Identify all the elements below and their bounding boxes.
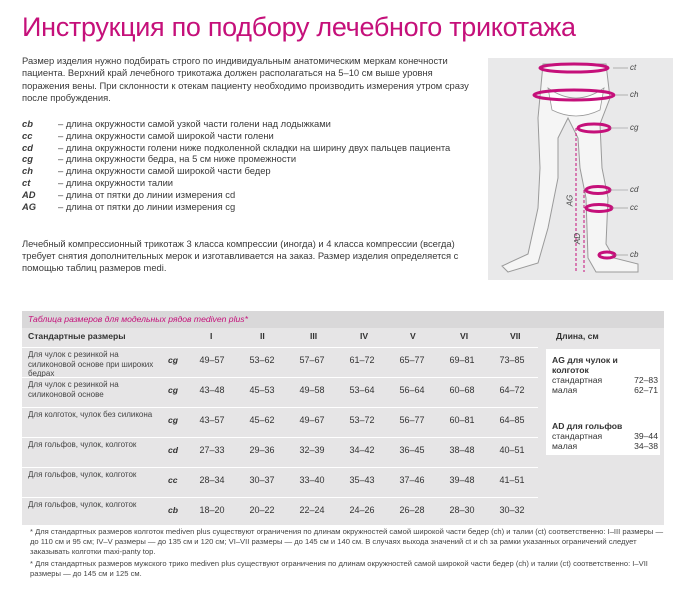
definition-code: AD — [22, 188, 36, 200]
table-row — [22, 437, 538, 463]
length-header: Длина, см — [556, 331, 599, 341]
definition-text: – длина от пятки до линии измерения cd — [58, 188, 236, 200]
label-cc: cc — [630, 203, 638, 212]
definition-item — [22, 142, 472, 154]
table-cell: 53–72 — [349, 415, 375, 425]
table-cell: 41–51 — [499, 475, 525, 485]
table-cell: 34–42 — [349, 445, 375, 455]
table-cell: 24–26 — [349, 505, 375, 515]
footnote: * Для стандартных размеров колготок mediven plus существуют ограничения по длинам окружностей самой широкой части бедер (ch) и талии (ct) соответственно: I–III размеры — до 110 см и 95 см; IV–V размеры — до 135 см и 120 см; VI–VII размеры — до 145 см и 140 см. В случаях выхода значений ct и ch за рамки указанных ограничений следует заказывать колготки maxi-panty top. — [30, 527, 664, 556]
row-label: Для гольфов, чулок, колготок — [28, 500, 137, 509]
length-name: стандартная — [552, 431, 603, 441]
length-name: малая — [552, 385, 578, 395]
table-row — [22, 497, 538, 523]
definition-text: – длина окружности талии — [58, 176, 174, 188]
table-cell: 30–32 — [499, 505, 525, 515]
label-ct: ct — [630, 63, 637, 72]
row-code: cc — [168, 475, 178, 485]
length-value: 62–71 — [634, 385, 658, 395]
leg-measurement-figure — [488, 58, 673, 280]
table-cell: 26–28 — [399, 505, 425, 515]
table-row — [22, 377, 538, 403]
definition-code: ct — [22, 176, 31, 188]
table-cell: 73–85 — [499, 355, 525, 365]
definition-item — [22, 165, 472, 177]
page-title: Инструкция по подбору лечебного трикотажа — [22, 12, 576, 42]
row-code: cg — [168, 415, 179, 425]
table-cell: 28–30 — [449, 505, 475, 515]
definition-code: cd — [22, 141, 33, 153]
label-cb: cb — [630, 250, 639, 259]
table-cell: 27–33 — [199, 445, 225, 455]
table-cell: 49–57 — [199, 355, 225, 365]
footnote: * Для стандартных размеров мужского трико mediven plus существуют ограничения по длинам окружностей самой широкой части бедер (ch) и талии (ct) соответственно: I–VII размеры — до 145 см и 125 см. — [30, 559, 648, 578]
table-cell: 69–81 — [449, 355, 475, 365]
size-header: VI — [460, 331, 469, 341]
row-label: Для колготок, чулок без силикона — [28, 410, 153, 419]
label-ag: AG — [565, 194, 575, 207]
table-cell: 60–81 — [449, 415, 475, 425]
length-heading: AG для чулок и колготок — [552, 355, 618, 375]
table-cell: 32–39 — [299, 445, 325, 455]
length-value: 34–38 — [634, 441, 658, 451]
label-cg: cg — [630, 123, 639, 132]
table-cell: 49–67 — [299, 415, 325, 425]
label-cd: cd — [630, 185, 639, 194]
table-cell: 53–62 — [249, 355, 275, 365]
definition-code: cc — [22, 129, 33, 141]
definition-text: – длина от пятки до линии измерения cg — [58, 200, 236, 212]
row-code: cd — [168, 445, 179, 455]
outro-paragraph: Лечебный компрессионный трикотаж 3 класса компрессии (иногда) и 4 класса компрессии (всегда) требует снятия дополнительных мерок и изготавливается на заказ. Размер изделия определяется с помощью таблиц размеров medi. — [22, 238, 459, 274]
definition-text: – длина окружности бедра, на 5 см ниже промежности — [58, 153, 297, 165]
table-cell: 45–62 — [249, 415, 275, 425]
definition-item — [22, 153, 472, 165]
std-sizes-header: Стандартные размеры — [28, 331, 126, 341]
definition-item — [22, 201, 472, 213]
definitions-list — [22, 118, 472, 212]
table-cell: 36–45 — [399, 445, 425, 455]
table-cell: 29–36 — [249, 445, 275, 455]
length-block-ag — [552, 355, 658, 395]
table-cell: 30–37 — [249, 475, 275, 485]
definition-code: cb — [22, 118, 33, 129]
definition-item — [22, 118, 472, 130]
table-cell: 43–57 — [199, 415, 225, 425]
definition-item — [22, 130, 472, 142]
table-row — [22, 467, 538, 493]
size-header: II — [260, 331, 265, 341]
leg-illustration — [488, 58, 673, 280]
size-header: V — [410, 331, 416, 341]
intro-paragraph: Размер изделия нужно подбирать строго по индивидуальным анатомическим меркам конечности пациента. Верхний край лечебного трикотажа должен располагаться на 5–10 см выше уровня поражения вены. При склонности к отекам пациенту необходимо производить измерения утром сразу после пробуждения. — [22, 55, 469, 103]
label-ch: ch — [630, 90, 639, 99]
definition-item — [22, 189, 472, 201]
size-header: IV — [360, 331, 369, 341]
table-cell: 65–77 — [399, 355, 425, 365]
length-heading: AD для гольфов — [552, 421, 623, 431]
row-code: cg — [168, 385, 179, 395]
table-cell: 53–64 — [349, 385, 375, 395]
table-cell: 57–67 — [299, 355, 325, 365]
definition-code: ch — [22, 165, 33, 177]
definition-text: – длина окружности самой узкой части голени над лодыжками — [58, 118, 331, 129]
table-row — [22, 407, 538, 433]
row-code: cb — [168, 505, 179, 515]
row-code: cg — [168, 355, 179, 365]
table-cell: 45–53 — [249, 385, 275, 395]
size-table — [22, 311, 664, 525]
table-caption: Таблица размеров для модельных рядов mediven plus* — [22, 311, 664, 328]
definition-code: AG — [22, 200, 37, 212]
definition-text: – длина окружности самой широкой части бедер — [58, 165, 271, 177]
table-cell: 22–24 — [299, 505, 325, 515]
table-cell: 64–72 — [499, 385, 525, 395]
table-cell: 37–46 — [399, 475, 425, 485]
definition-item — [22, 177, 472, 189]
row-label: Для чулок с резинкой на силиконовой основе при широких бедрах — [28, 350, 154, 379]
table-cell: 38–48 — [449, 445, 475, 455]
row-label: Для чулок с резинкой на силиконовой основе — [28, 380, 119, 399]
length-value: 72–83 — [634, 375, 658, 385]
size-header: III — [310, 331, 318, 341]
table-cell: 61–72 — [349, 355, 375, 365]
row-label: Для гольфов, чулок, колготок — [28, 470, 137, 479]
size-header: VII — [510, 331, 521, 341]
table-cell: 49–58 — [299, 385, 325, 395]
length-name: стандартная — [552, 375, 603, 385]
definition-code: cg — [22, 153, 33, 165]
length-value: 39–44 — [634, 431, 658, 441]
size-header: I — [210, 331, 213, 341]
table-cell: 33–40 — [299, 475, 325, 485]
row-label: Для гольфов, чулок, колготок — [28, 440, 137, 449]
table-cell: 64–85 — [499, 415, 525, 425]
table-cell: 56–77 — [399, 415, 425, 425]
footnotes — [30, 527, 670, 579]
table-cell: 35–43 — [349, 475, 375, 485]
table-cell: 28–34 — [199, 475, 225, 485]
table-cell: 60–68 — [449, 385, 475, 395]
table-cell: 39–48 — [449, 475, 475, 485]
table-cell: 40–51 — [499, 445, 525, 455]
definition-text: – длина окружности голени ниже подколенной складки на ширину двух пальцев пациента — [58, 141, 451, 153]
length-block-ad — [552, 421, 658, 451]
length-name: малая — [552, 441, 578, 451]
definition-text: – длина окружности самой широкой части голени — [58, 129, 274, 141]
label-ad: AD — [573, 232, 583, 245]
table-cell: 56–64 — [399, 385, 425, 395]
table-cell: 18–20 — [199, 505, 225, 515]
table-row — [22, 347, 538, 379]
table-cell: 43–48 — [199, 385, 225, 395]
table-cell: 20–22 — [249, 505, 275, 515]
